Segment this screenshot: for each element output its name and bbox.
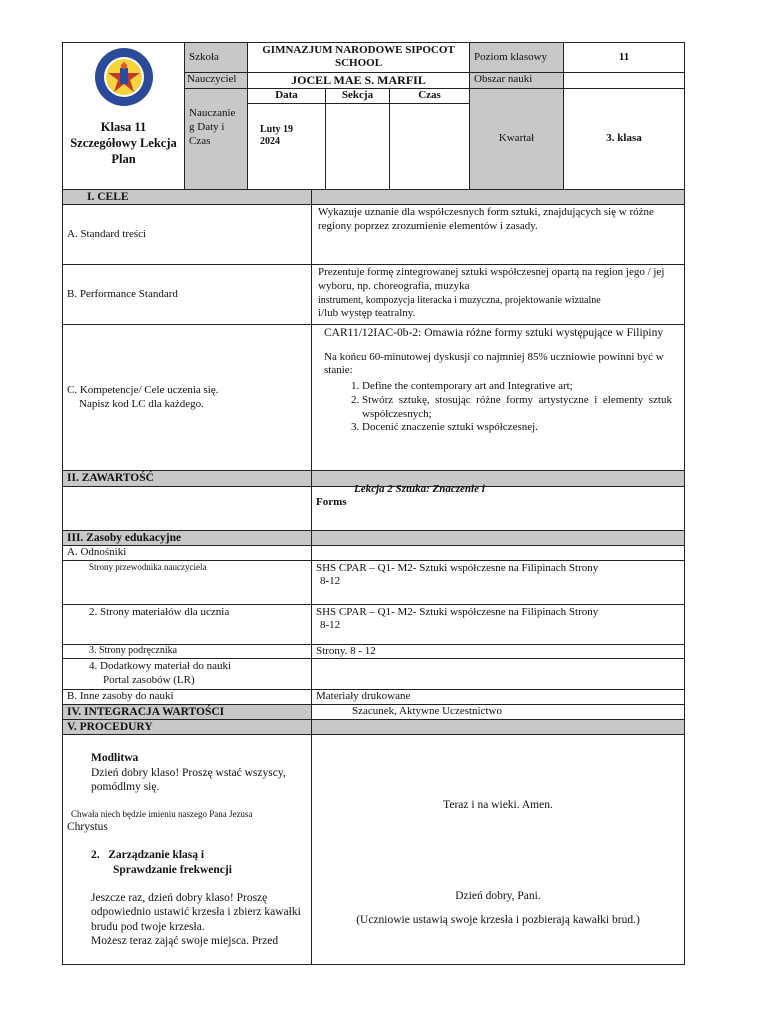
zawartosc-heading: II. ZAWARTOŚĆ [63,471,312,486]
cele-heading-fill [312,189,685,204]
standard-tresci-value: Wykazuje uznanie dla współczesnych form sztuki, znajdujących się w różne regiony poprzez zrozumienie elementów i zasady. [312,205,685,265]
kompetencje-label-1: C. Kompetencje/ Cele uczenia się. [67,383,219,396]
odnosniki-empty [312,545,685,560]
item2-text-2: Możesz teraz zająć swoje miejsca. Przed [91,935,279,947]
objective-item: 2. Stwórz sztukę, stosując różne formy artystyczne i elementy sztuk współczesnych; [362,394,672,422]
nauczyciel-label: Nauczyciel [185,73,248,89]
header-table [62,42,685,190]
chwala-text: Chwała niech będzie imieniu naszego Pana Jezusa [71,808,253,819]
poziom-value: 11 [564,43,685,73]
podrecznik-label: 3. Strony podręcznika [63,644,312,659]
dodatkowy-label-2: Portal zasobów (LR) [103,674,195,687]
item2-text: Jeszcze raz, dzień dobry klaso! Proszę odpowiednio ustawić krzesła i zbierz kawałki brudu pod twoje krzesła. [91,891,301,933]
zawartosc-empty [63,486,312,530]
kwartal-label: Kwartał [470,89,564,190]
dodatkowy-label-1: 4. Dodatkowy materiał do nauki [89,660,232,673]
obszar-value [564,73,685,89]
standard-tresci-label: A. Standard treści [63,205,312,265]
performance-value-3: i/lub występ teatralny. [318,307,416,320]
performance-value-2: instrument, kompozycja literacka i muzyczna, projektowanie wizualne [318,294,601,306]
nauczanie-label: Nauczanie g Daty i Czas [185,89,248,190]
procedury-left [63,735,312,965]
objectives-list [324,380,672,435]
chrystus-text: Chrystus [67,820,108,833]
zawartosc-value [312,482,685,530]
performance-label: B. Performance Standard [63,265,312,325]
item2-title [67,848,305,877]
podrecznik-value: Strony. 8 - 12 [312,644,685,659]
right-dzien: Dzień dobry, Pani. [455,889,541,902]
lesson-plan-page [62,42,684,988]
sekcja-value [326,103,390,189]
zasoby-heading-fill [312,530,685,545]
czas-label: Czas [390,89,470,104]
performance-value [312,265,685,325]
item2-number: 2. [91,849,100,862]
logo-cell [63,43,185,190]
kwartal-value: 3. klasa [564,89,685,190]
kompetencje-label-2: Napisz kod LC dla każdego. [79,397,204,410]
przewodnik-value [312,560,685,604]
materialy-label: 2. Strony materiałów dla ucznia [63,604,312,644]
data-label: Data [248,89,326,104]
integracja-value: Szacunek, Aktywne Uczestnictwo [312,704,685,719]
integracja-heading: IV. INTEGRACJA WARTOŚCI [63,704,312,719]
nauczyciel-value: JOCEL MAE S. MARFIL [248,73,470,89]
czas-value [390,103,470,189]
materialy-value-text: SHS CPAR – Q1- M2- Sztuki współczesne na Filipinach Strony [316,605,599,618]
poziom-label: Poziom klasowy [470,43,564,73]
modlitwa-title: Modlitwa [91,752,139,765]
performance-value-1: Prezentuje formę zintegrowanej sztuki współczesnej opartą na region jego / jej wyboru, np. choreografia, muzyka [318,266,665,292]
przewodnik-pages: 8-12 [320,575,341,588]
cele-heading: I. CELE [63,189,312,204]
dodatkowy-label [63,659,312,690]
lc-code: CAR11/12IAC-0b-2: Omawia różne formy sztuki występujące w Filipiny [324,327,664,340]
materialy-pages: 8-12 [320,619,341,632]
kompetencje-intro: Na końcu 60-minutowej dyskusji co najmniej 85% uczniowie powinni być w stanie: [324,350,664,377]
zawartosc-value-2: Forms [316,496,347,509]
odnosniki-label: A. Odnośniki [63,545,312,560]
kompetencje-value [312,325,685,471]
szkola-value: GIMNAZJUM NARODOWE SIPOCOT SCHOOL [248,43,470,73]
objective-item: 3. Docenić znaczenie sztuki współczesnej. [362,421,672,435]
procedury-heading: V. PROCEDURY [63,720,312,735]
zawartosc-value-1: Lekcja 2 Sztuka: Znaczenie i [354,482,485,495]
data-value: Luty 19 2024 [248,103,326,189]
main-table [62,189,685,966]
szkola-label: Szkoła [185,43,248,73]
item2-title-2: Sprawdzanie frekwencji [113,863,232,876]
procedury-right [312,735,685,965]
objective-item: 1. Define the contemporary art and Integrative art; [362,380,672,394]
przewodnik-value-text: SHS CPAR – Q1- M2- Sztuki współczesne na Filipinach Strony [316,561,599,574]
zasoby-heading: III. Zasoby edukacyjne [63,530,312,545]
plan-title: Klasa 11 Szczegółowy Lekcja Plan [70,119,177,167]
right-uczniowie: (Uczniowie ustawią swoje krzesła i pozbierają kawałki brud.) [356,914,640,927]
dodatkowy-value [312,659,685,690]
inne-zasoby-value: Materiały drukowane [312,689,685,704]
obszar-label: Obszar nauki [470,73,564,89]
sekcja-label: Sekcja [326,89,390,104]
przewodnik-label: Strony przewodnika nauczyciela [63,560,312,604]
inne-zasoby-label: B. Inne zasoby do nauki [63,689,312,704]
materialy-value [312,604,685,644]
kompetencje-label [63,325,312,471]
item2-title-1: Zarządzanie klasą i [108,849,205,862]
procedury-heading-fill [312,720,685,735]
right-amen: Teraz i na wieki. Amen. [443,799,553,812]
modlitwa-text: Dzień dobry klaso! Proszę wstać wszyscy, pomódlmy się. [91,766,286,794]
deped-seal-icon [93,46,155,108]
